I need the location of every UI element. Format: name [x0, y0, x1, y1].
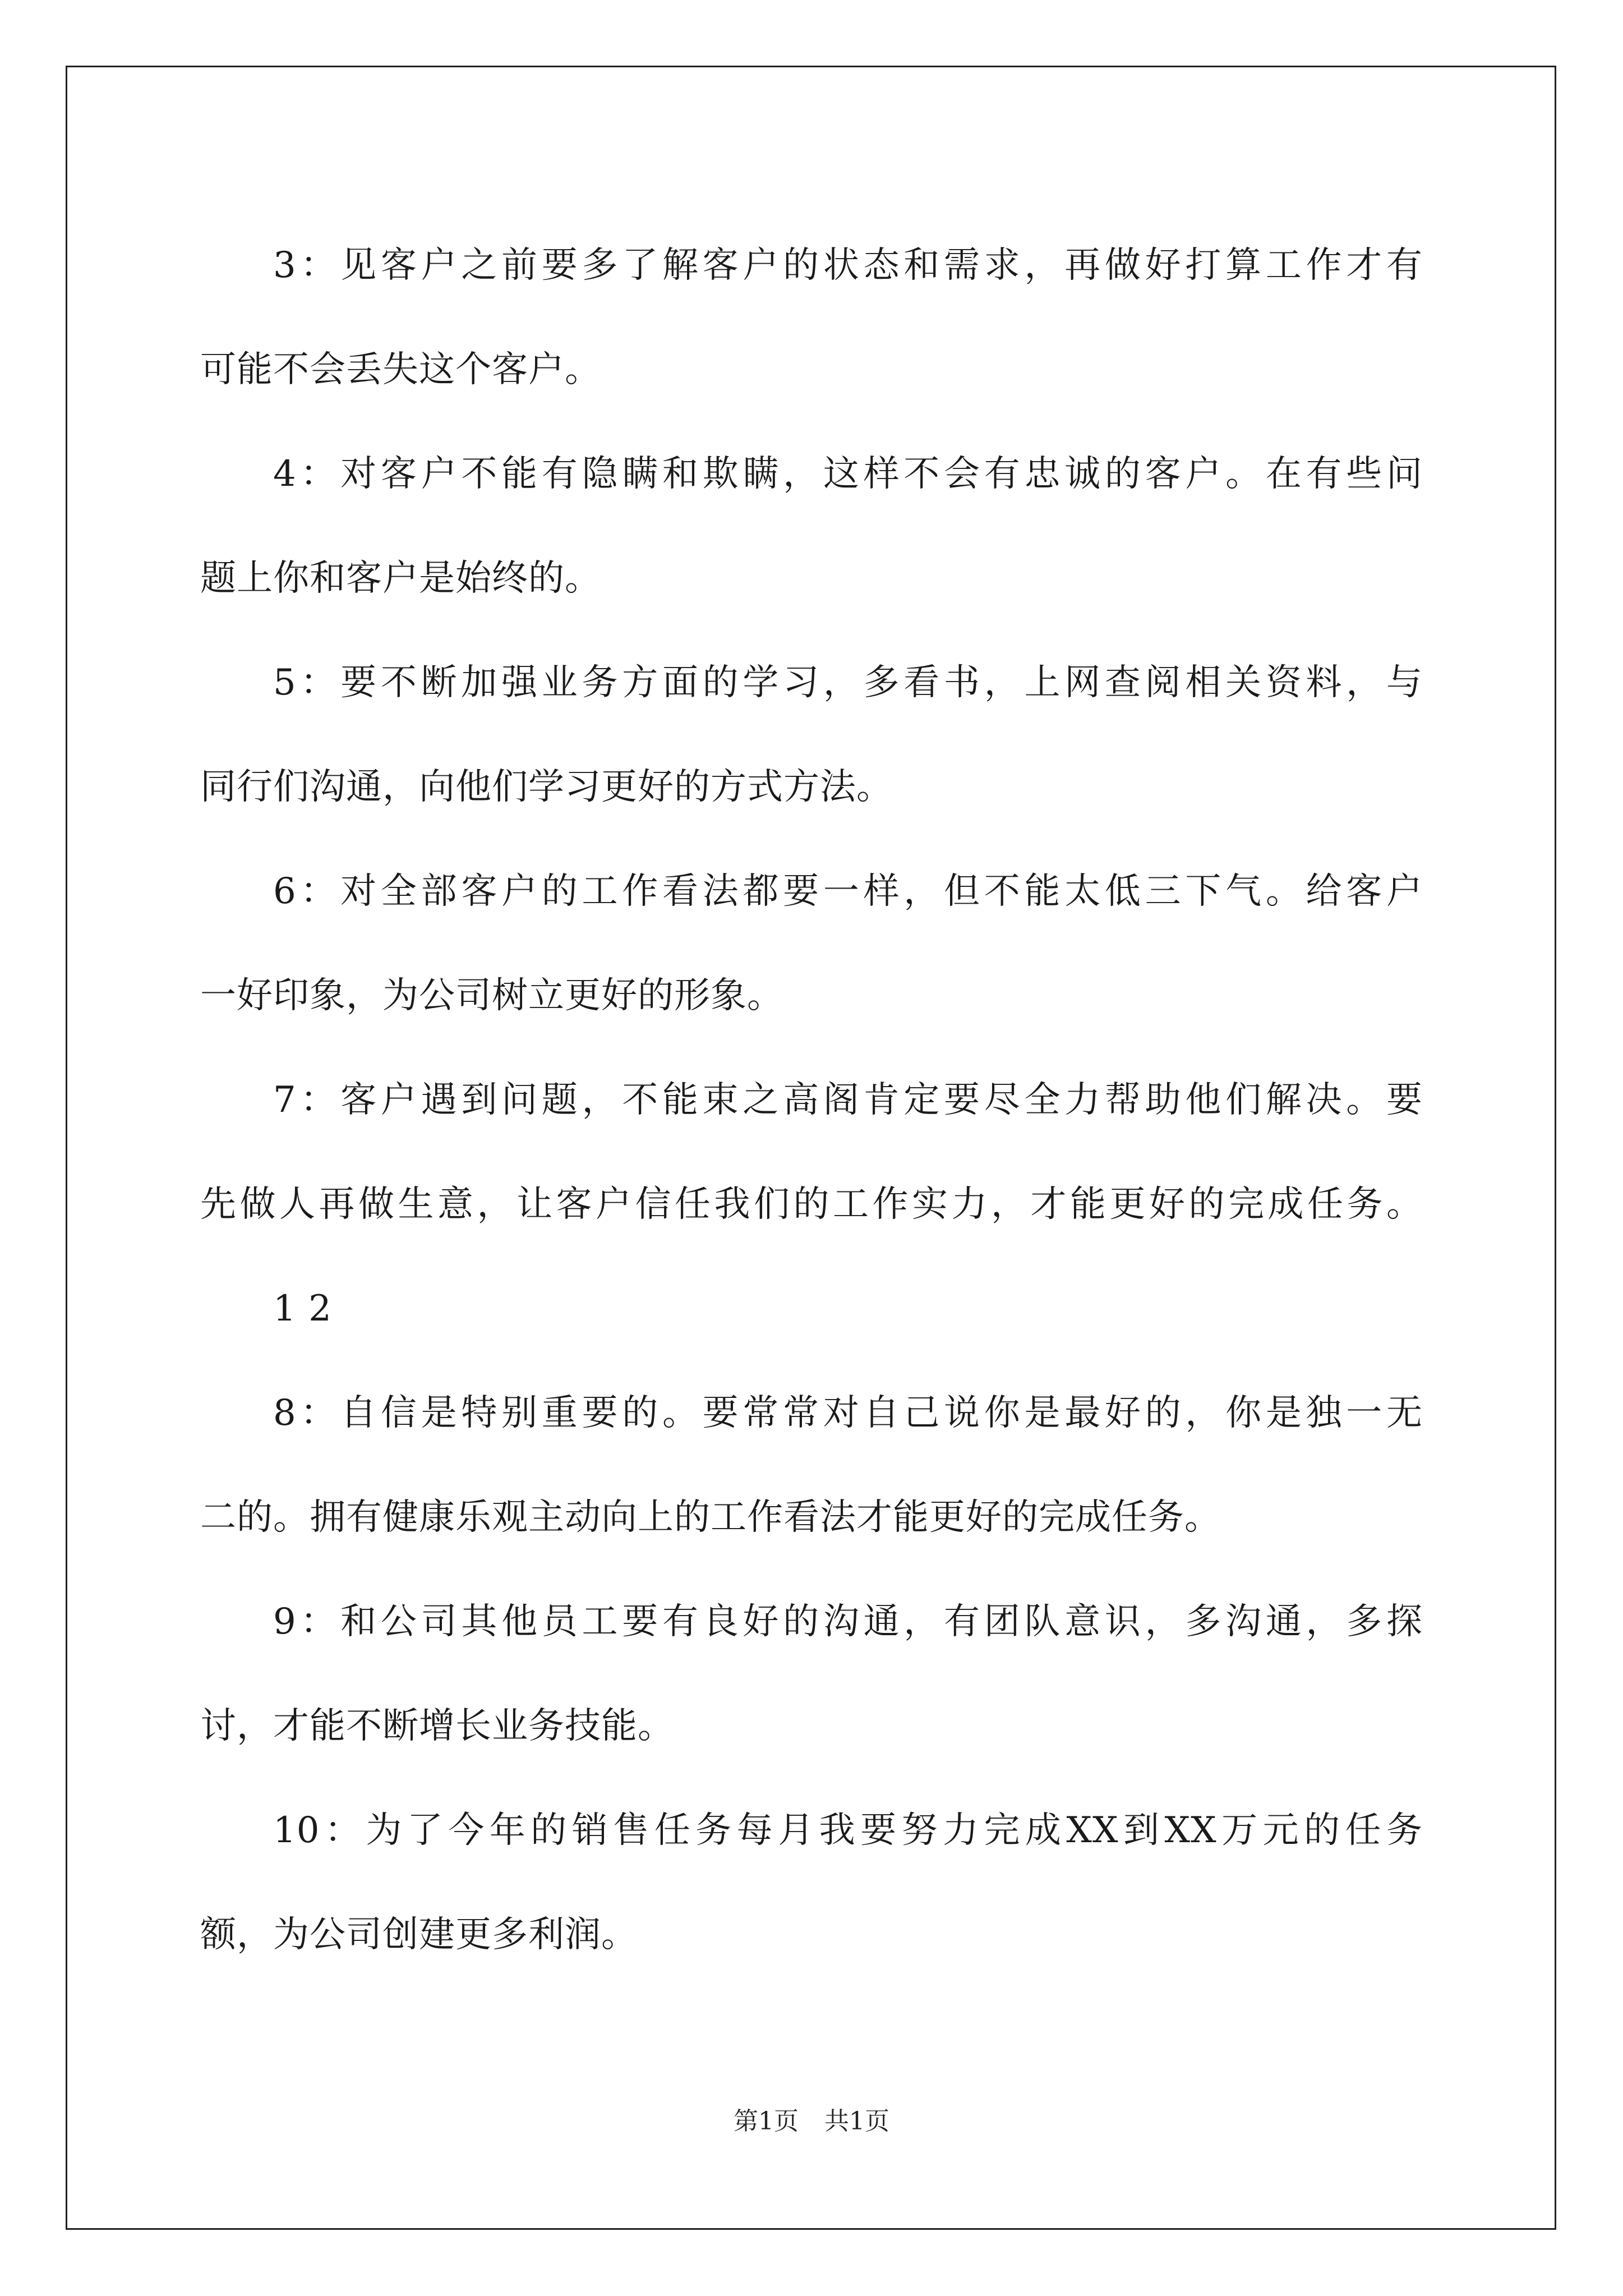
document-body: [200, 213, 1423, 1987]
page-number: 第1页: [734, 2107, 799, 2136]
text-line: 先做人再做生意，让客户信任我们的工作实力，才能更好的完成任务。: [200, 1184, 1423, 1225]
text-line: 额，为公司创建更多利润。: [200, 1914, 638, 1955]
text-line: 3：见客户之前要多了解客户的状态和需求，再做好打算工作才有: [273, 245, 1423, 286]
text-line: 7：客户遇到问题，不能束之高阁肯定要尽全力帮助他们解决。要: [273, 1079, 1423, 1121]
text-line: 8：自信是特别重要的。要常常对自己说你是最好的，你是独一无: [273, 1392, 1423, 1434]
text-line: 讨，才能不断增长业务技能。: [200, 1705, 674, 1747]
text-line: 题上你和客户是始终的。: [200, 558, 601, 599]
text-line: 4：对客户不能有隐瞒和欺瞒，这样不会有忠诚的客户。在有些问: [273, 453, 1423, 495]
text-line: 二的。拥有健康乐观主动向上的工作看法才能更好的完成任务。: [200, 1497, 1221, 1538]
text-line: 一好印象，为公司树立更好的形象。: [200, 975, 783, 1016]
text-line: 5：要不断加强业务方面的学习，多看书，上网查阅相关资料，与: [273, 662, 1423, 703]
text-line: 6：对全部客户的工作看法都要一样，但不能太低三下气。给客户: [273, 871, 1423, 912]
text-line: 1 2: [273, 1288, 332, 1329]
page-total: 共1页: [824, 2107, 889, 2136]
text-line: 同行们沟通，向他们学习更好的方式方法。: [200, 766, 893, 808]
text-line: 可能不会丢失这个客户。: [200, 349, 601, 390]
text-line: 9：和公司其他员工要有良好的沟通，有团队意识，多沟通，多探: [273, 1601, 1423, 1642]
page-footer: [0, 2101, 1623, 2137]
text-line: 10：为了今年的销售任务每月我要努力完成XX到XX万元的任务: [273, 1810, 1423, 1851]
